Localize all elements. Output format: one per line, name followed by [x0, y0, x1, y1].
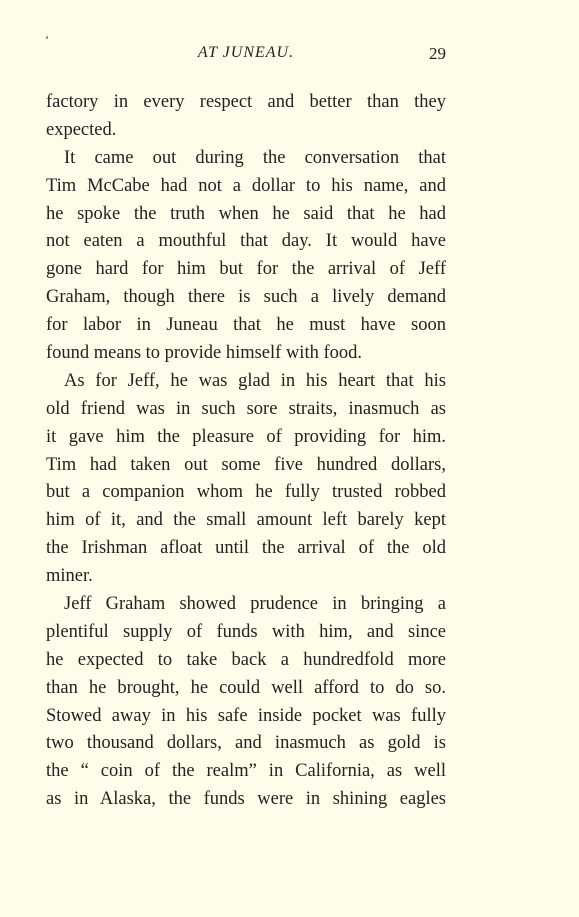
text-line: for labor in Juneau that he must have soon — [46, 315, 446, 336]
running-title: AT JUNEAU. — [197, 44, 295, 61]
text-line: the Irishman afloat until the arrival of the old — [46, 538, 446, 559]
text-line: not eaten a mouthful that day. It would have — [46, 231, 446, 252]
text-line: as in Alaska, the funds were in shining eagles — [46, 789, 446, 810]
text-line: miner. — [46, 566, 93, 587]
text-line: Graham, though there is such a lively demand — [46, 287, 446, 308]
text-line: expected. — [46, 119, 117, 140]
text-line: found means to provide himself with food. — [46, 343, 362, 364]
text-line: but a companion whom he fully trusted robbed — [46, 482, 446, 503]
text-line: factory in every respect and better than they — [46, 92, 446, 112]
text-line: two thousand dollars, and inasmuch as gold is — [46, 733, 446, 754]
text-line: him of it, and the small amount left barely kept — [46, 510, 446, 531]
text-line: Tim McCabe had not a dollar to his name, and — [46, 175, 446, 196]
text-line: it gave him the pleasure of providing for him. — [46, 426, 446, 447]
text-line: Stowed away in his safe inside pocket was fully — [46, 705, 446, 726]
text-line: It came out during the conversation that — [64, 147, 446, 168]
text-line: Tim had taken out some five hundred dollars, — [46, 454, 446, 475]
text-line: gone hard for him but for the arrival of Jeff — [46, 259, 446, 280]
text-line: he spoke the truth when he said that he had — [46, 203, 446, 224]
body-text — [46, 89, 446, 814]
text-line: he expected to take back a hundredfold more — [46, 649, 446, 670]
text-line: plentiful supply of funds with him, and since — [46, 621, 446, 642]
running-head — [46, 44, 446, 66]
page-number: 29 — [429, 44, 446, 63]
text-line: than he brought, he could well afford to do so. — [46, 677, 446, 698]
text-line: As for Jeff, he was glad in his heart that his — [64, 370, 446, 391]
text-line: the “ coin of the realm” in California, as well — [46, 761, 446, 782]
print-speck — [46, 36, 48, 39]
text-line: Jeff Graham showed prudence in bringing a — [64, 594, 446, 615]
text-line: old friend was in such sore straits, inasmuch as — [46, 398, 446, 419]
